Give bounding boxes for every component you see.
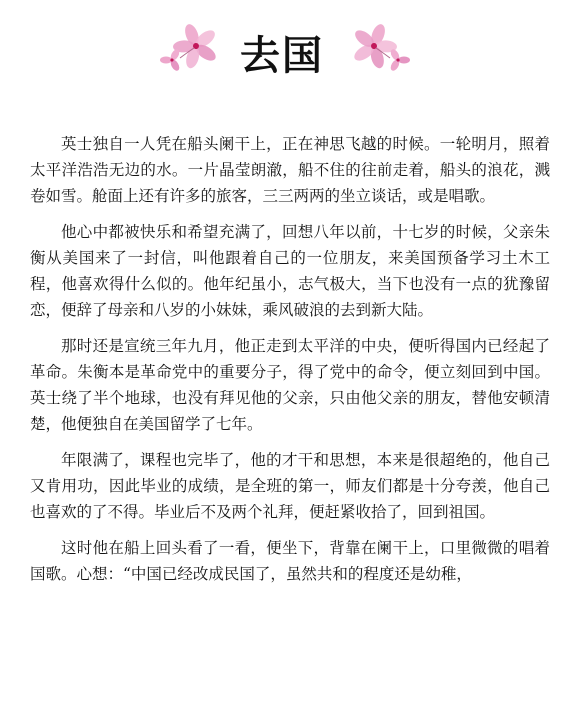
paragraph: 他心中都被快乐和希望充满了，回想八年以前，十七岁的时候，父亲朱衡从美国来了一封信，叫他跟着自己的一位朋友，来美国预备学习土木工程，他喜欢得什么似的。他年纪虽小，志气极大，当下也没有一点的犹豫留恋，便辞了母亲和八岁的小妹妹，乘风破浪的去到新大陆。 xyxy=(30,223,550,319)
cherry-blossom-icon xyxy=(348,22,410,74)
body-text xyxy=(30,131,550,597)
paragraph: 年限满了，课程也完毕了，他的才干和思想，本来是很超绝的，他自己又肯用功，因此毕业的成绩，是全班的第一，师友们都是十分夸羡，他自己也喜欢的了不得。毕业后不及两个礼拜，便赶紧收拾了，回到祖国。 xyxy=(30,451,550,521)
page-title: 去国 xyxy=(240,33,324,79)
paragraph: 英士独自一人凭在船头阑干上，正在神思飞越的时候。一轮明月，照着太平洋浩浩无边的水。一片晶莹朗澈，船不住的往前走着，船头的浪花，溅卷如雪。舱面上还有许多的旅客，三三两两的坐立谈话，或是唱歌。 xyxy=(30,135,550,205)
paragraph: 那时还是宣统三年九月，他正走到太平洋的中央，便听得国内已经起了革命。朱衡本是革命党中的重要分子，得了党中的命令，便立刻回到中国。英士绕了半个地球，也没有拜见他的父亲，只由他父亲的朋友，替他安顿清楚，他便独自在美国留学了七年。 xyxy=(30,337,550,433)
title-row xyxy=(0,18,564,88)
paragraph: 这时他在船上回头看了一看，便坐下，背靠在阑干上，口里微微的唱着国歌。心想：“中国已经改成民国了，虽然共和的程度还是幼稚， xyxy=(30,539,550,583)
